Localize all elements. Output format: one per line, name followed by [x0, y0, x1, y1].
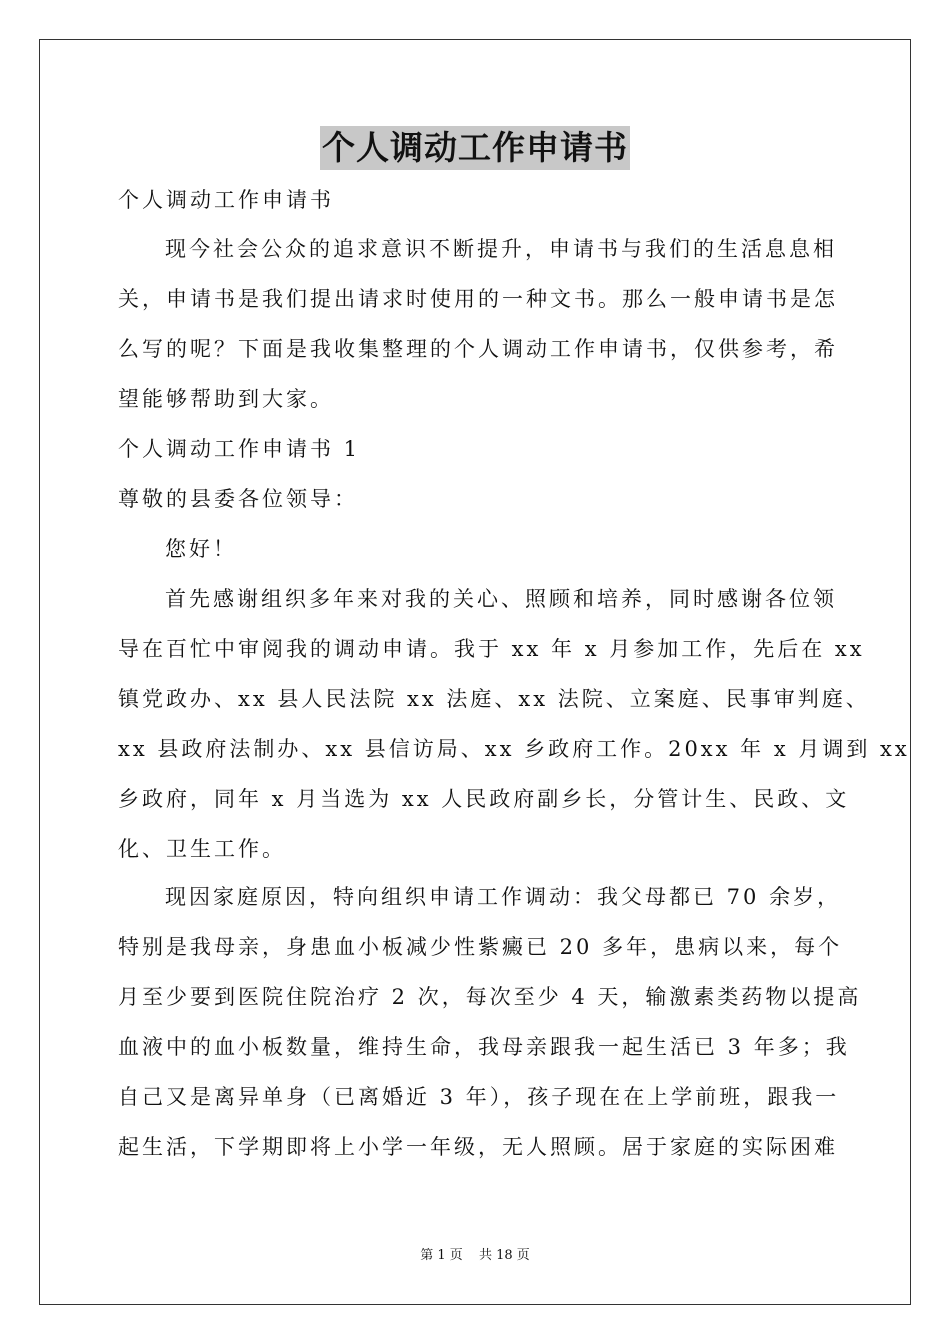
- salutation: 尊敬的县委各位领导：: [118, 487, 358, 511]
- text-line: 导在百忙中审阅我的调动申请。我于 xx 年 x 月参加工作，先后在 xx: [118, 637, 865, 661]
- greeting: 您好！: [165, 537, 237, 561]
- text-line: 镇党政办、xx 县人民法院 xx 法庭、xx 法院、立案庭、民事审判庭、: [118, 687, 870, 711]
- page-total: 共 18 页: [478, 1248, 530, 1263]
- text-line: 起生活，下学期即将上小学一年级，无人照顾。居于家庭的实际困难: [118, 1135, 838, 1159]
- text-line: 关，申请书是我们提出请求时使用的一种文书。那么一般申请书是怎: [118, 287, 838, 311]
- text-line: 血液中的血小板数量，维持生命，我母亲跟我一起生活已 3 年多；我: [118, 1035, 850, 1059]
- section-heading: 个人调动工作申请书 1: [118, 437, 361, 461]
- text-line: 首先感谢组织多年来对我的关心、照顾和培养，同时感谢各位领: [165, 587, 837, 611]
- text-line: 现因家庭原因，特向组织申请工作调动：我父母都已 70 余岁，: [165, 885, 842, 909]
- text-line: xx 县政府法制办、xx 县信访局、xx 乡政府工作。20xx 年 x 月调到 xx: [118, 737, 910, 761]
- text-line: 么写的呢？下面是我收集整理的个人调动工作申请书，仅供参考，希: [118, 337, 838, 361]
- subtitle-line: 个人调动工作申请书: [118, 188, 334, 212]
- text-line: 乡政府，同年 x 月当选为 xx 人民政府副乡长，分管计生、民政、文: [118, 787, 850, 811]
- page-border: [39, 39, 911, 1305]
- document-title: 个人调动工作申请书: [320, 126, 630, 170]
- text-line: 特别是我母亲，身患血小板减少性紫癜已 20 多年，患病以来，每个: [118, 935, 843, 959]
- text-line: 月至少要到医院住院治疗 2 次，每次至少 4 天，输激素类药物以提高: [118, 985, 862, 1009]
- page-footer: [0, 1247, 950, 1265]
- text-line: 望能够帮助到大家。: [118, 387, 334, 411]
- page-number: 第 1 页: [420, 1248, 463, 1263]
- text-line: 化、卫生工作。: [118, 837, 286, 861]
- title-wrap: [0, 126, 950, 170]
- text-line: 现今社会公众的追求意识不断提升，申请书与我们的生活息息相: [165, 237, 837, 261]
- text-line: 自己又是离异单身（已离婚近 3 年），孩子现在在上学前班，跟我一: [118, 1085, 840, 1109]
